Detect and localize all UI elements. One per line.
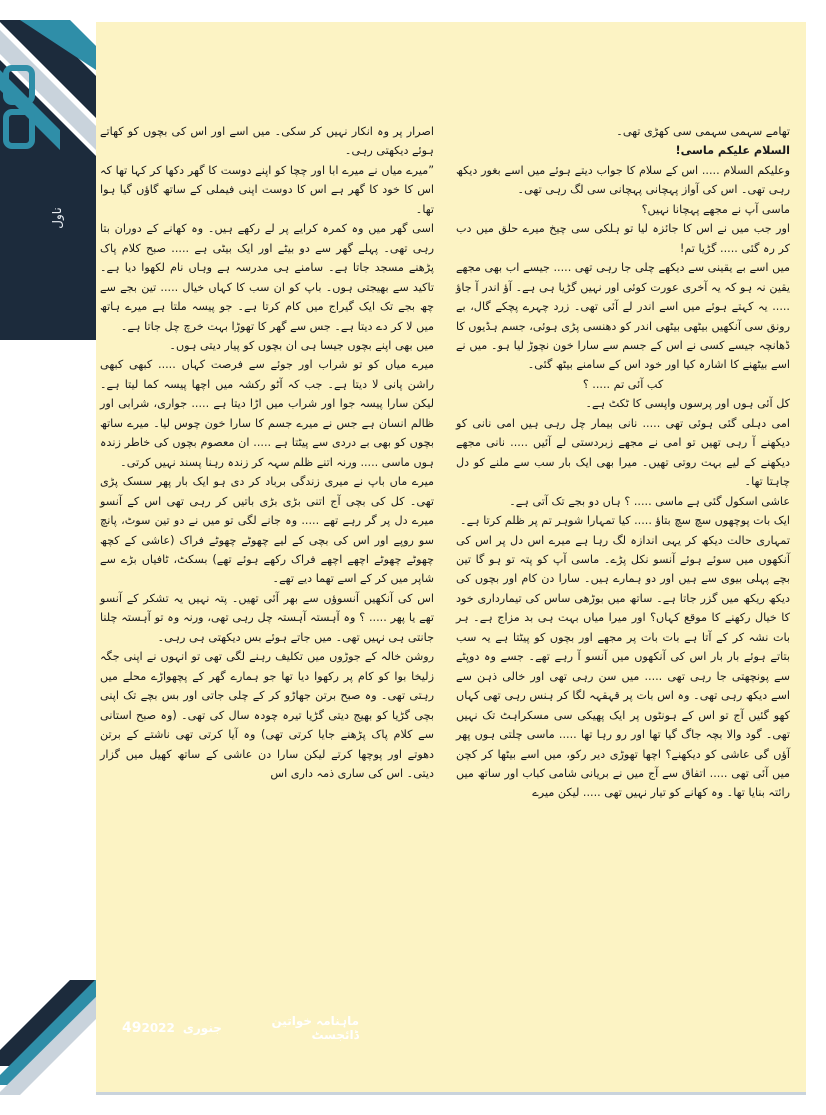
paragraph: اس کی آنکھیں آنسوؤں سے بھر آئی تھیں۔ پتہ نہیں یہ تشکر کے آنسو تھے یا پھر ..... ؟ وہ آہستہ آہستہ چل رہی تھی، ورنہ وہ تو آہستہ چلنا جانتی ہی نہیں تھی۔ میں جاتے ہوئے بس دیکھتی ہی رہی۔	[100, 591, 434, 644]
paragraph: میں بھی اپنے بچوں جیسا ہی ان بچوں کو پیار دیتی ہوں۔	[169, 338, 434, 352]
paragraph: عاشی اسکول گئی ہے ماسی ..... ؟ ہاں دو بجے تک آتی ہے۔	[509, 494, 790, 508]
paragraph: ”میرے میاں نے میرے ابا اور چچا کو اپنے دوست کا گھر دکھا کر کہا تھا کہ اس کا خود کا گھر ہے اس کا دوست اپنی فیملی کے ساتھ گاؤں گیا ہوا تھا۔	[100, 163, 434, 216]
page-number: 49	[122, 1020, 142, 1036]
paragraph: ایک بات پوچھوں سچ سچ بتاؤ ..... کیا تمہارا شوہر تم پر ظلم کرتا ہے۔	[460, 514, 790, 528]
paragraph: کل آئی ہوں اور پرسوں واپسی کا ٹکٹ ہے۔	[585, 397, 790, 411]
paragraph: میرے ماں باپ نے میری زندگی برباد کر دی ہو ایک بار پھر سسک پڑی تھی۔ کل کی بچی آج اتنی بڑی بڑی باتیں کر رہی تھی اس کے آنسو میرے دل پر گر رہے تھے ..... وہ جانے لگی تو میں نے دو تین سوٹ، پانچ سو روپے اور اس کی بچی کے لیے چھوٹے چھوٹے فراک (عاشی کے کچھ چھوٹے چھوٹے اچھے اچھے فراک رکھے ہوئے تھے) بسکٹ، ٹافیاں بڑے سے شاپر میں کر کے اسے تھما دیے تھے۔	[100, 475, 434, 586]
issue-year: 2022	[141, 1021, 175, 1035]
paragraph: اسی گھر میں وہ کمرہ کرایے پر لے رکھے ہیں۔ وہ کھانے کے دوران بتا رہی تھی۔ پہلے گھر سے دو بیٹے اور ایک بیٹی ہے ..... صبح کلام پاک پڑھنے مسجد جاتا ہے۔ سامنے ہی مدرسہ ہے وہاں نام لکھوا دیا ہے۔ تاکید سے بھیجتی ہوں۔ باپ کو ان سب کا کہاں خیال ..... تین بجے سے چھ بجے تک ایک گیراج میں کام کرتا ہے۔ جو پیسہ ملتا ہے میرے ہاتھ میں لا کر دے دیتا ہے۔ جس سے گھر کا تھوڑا بہت خرچ چل جاتا ہے۔	[100, 222, 434, 333]
paragraph: تمہاری حالت دیکھ کر یہی اندازہ لگ رہا ہے میرے اس دل پر اس کی آنکھوں میں سوئے ہوئے آنسو نکل پڑے۔ ماسی آپ کو پتہ تو ہو گا تین بچے پہلی بیوی سے ہیں اور دو ہمارے ہیں۔ سارا دن کام اور بچوں کی دیکھ ریکھ میں گزر جاتا ہے۔ ساتھ میں بوڑھی ساس کی تیمارداری خود کا خیال رکھنے کا موقع کہاں؟ اور میرا میاں بہت ہی بد مزاج ہے۔ ہر بات نشہ کر کے آتا ہے بات بات پر مجھے اور بچوں کو پیٹتا ہے یہ سب بتاتے ہوئے بار بار اس کی آنکھوں میں آنسو آ رہے تھے۔ جسے وہ دوپٹے سے پونچھتی جا رہی تھی ..... میں سن رہی تھی اور خالی ذہن سے اسے دیکھ رہی تھی۔ وہ اس بات پر قہقہہ لگا کر ہنس رہی تھی کہاں کھو گئیں آج تو اس کے ہونٹوں پر ایک پھیکی سی مسکراہٹ تک نہیں تھی۔ گود والا بچہ جاگ گیا تھا اور رو رہا تھا ..... ماسی چلتی ہوں پھر آؤں گی عاشی کو دیکھنے؟ اچھا تھوڑی دیر رکو، میں اسے بیٹھا کر کچن میں آئی تھی ..... اتفاق سے آج میں نے بریانی شامی کباب اور ساتھ میں رائتہ بنایا تھا۔ وہ کھانے کو تیار نہیں تھی ..... لیکن میرے	[456, 533, 790, 800]
paragraph: میں اسے بے یقینی سے دیکھے چلی جا رہی تھی ..... جیسے اب بھی مجھے یقین نہ ہو کہ یہ آخری عورت کوئی اور نہیں گڑیا ہی ہے۔ آؤ اندر آ جاؤ ..... یہ کہتے ہوئے میں اسے اندر لے آئی تھی۔ زرد چہرے پچکے گال، بے رونق سی آنکھیں بیٹھی بیٹھی اندر کو دھنسی پڑی ہوئی، جسم ہڈیوں کا ڈھانچہ جیسے کسی نے اس کے جسم سے سارا خون نچوڑ لیا ہو۔ میں نے اسے بیٹھنے کا اشارہ کیا اور خود اس کے سامنے بیٹھ گئی۔	[456, 261, 790, 372]
paragraph: اور جب میں نے اس کا جائزہ لیا تو ہلکی سی چیخ میرے حلق میں دب کر رہ گئی ..... گڑیا تم!	[456, 222, 790, 255]
paragraph: روشن خالہ کے جوڑوں میں تکلیف رہنے لگی تھی تو انہوں نے اپنی جگہ زلیخا بوا کو کام پر رکھوا دیا تھا جو ہمارے گھر کے پچھواڑے محلے میں رہتی تھی۔ وہ صبح برتن جھاڑو کر کے چلی جاتی اور بس بچے تک اپنی بچی گڑیا کو بھیج دیتی گڑیا تیرہ چودہ سال کی تھی۔ (وہ صبح استانی سے کلام پاک پڑھنے جایا کرتی تھی) وہ آیا کرتی تھی ناشتے کے برتن دھوتے اور پوچھا کرتے لیکن سارا دن عاشی کے ساتھ کھیل میں گزار دیتی۔ اس کی ساری ذمہ داری اس	[100, 650, 434, 780]
paragraph: میرے میاں کو تو شراب اور جوئے سے فرصت کہاں ..... کبھی کبھی راشن پانی لا دیتا ہے۔ جب کہ آٹو رکشہ میں اچھا پیسہ کما لیتا ہے۔ لیکن سارا پیسہ جوا اور شراب میں اڑا دیتا ہے ..... جواری، شرابی اور ظالم انسان ہے جس نے میرے جسم کا سارا خون چوس لیا۔ میرے ساتھ بچوں کو بھی بے دردی سے پیٹتا ہے ..... ان معصوم بچوں کی خاطر زندہ ہوں ماسی ..... ورنہ اتنے ظلم سہہ کر زندہ رہنا پسند نہیں کرتی۔	[100, 358, 434, 469]
issue-info	[141, 1014, 359, 1042]
paragraph: السلام علیکم ماسی!	[675, 144, 790, 158]
page-footer	[104, 1014, 359, 1042]
paragraph: کب آئی تم ..... ؟	[582, 377, 664, 391]
paragraph: امی دہلی گئی ہوئی تھی ..... نانی بیمار چل رہی ہیں امی نانی کو دیکھنے آ رہی تھیں تو امی نے مجھے زبردستی لے آئیں ..... نانی مجھے دیکھنے کے لیے بہت روتی تھیں۔ میرا بھی ایک بار سب سے ملنے کو دل چاہتا تھا۔	[456, 416, 790, 489]
text-column-left	[100, 122, 434, 783]
section-tag: ناول	[50, 207, 64, 229]
paragraph: وعلیکم السلام ..... اس کے سلام کا جواب دیتے ہوئے میں اسے بغور دیکھ رہی تھی۔ اس کی آواز پہچانی پہچانی سی لگ رہی تھی۔	[456, 163, 790, 197]
magazine-name: ماہنامہ خواتین ڈائجسٹ	[271, 1014, 359, 1042]
paragraph: ماسی آپ نے مجھے پہچانا نہیں؟	[641, 202, 790, 216]
issue-month: جنوری	[182, 1021, 222, 1035]
text-column-right	[456, 122, 790, 803]
paragraph: اصرار پر وہ انکار نہیں کر سکی۔ میں اسے اور اس کی بچوں کو کھاتے ہوئے دیکھتی رہی۔	[100, 125, 434, 158]
paragraph: تھامے سہمی سہمی سی کھڑی تھی۔	[616, 125, 790, 138]
